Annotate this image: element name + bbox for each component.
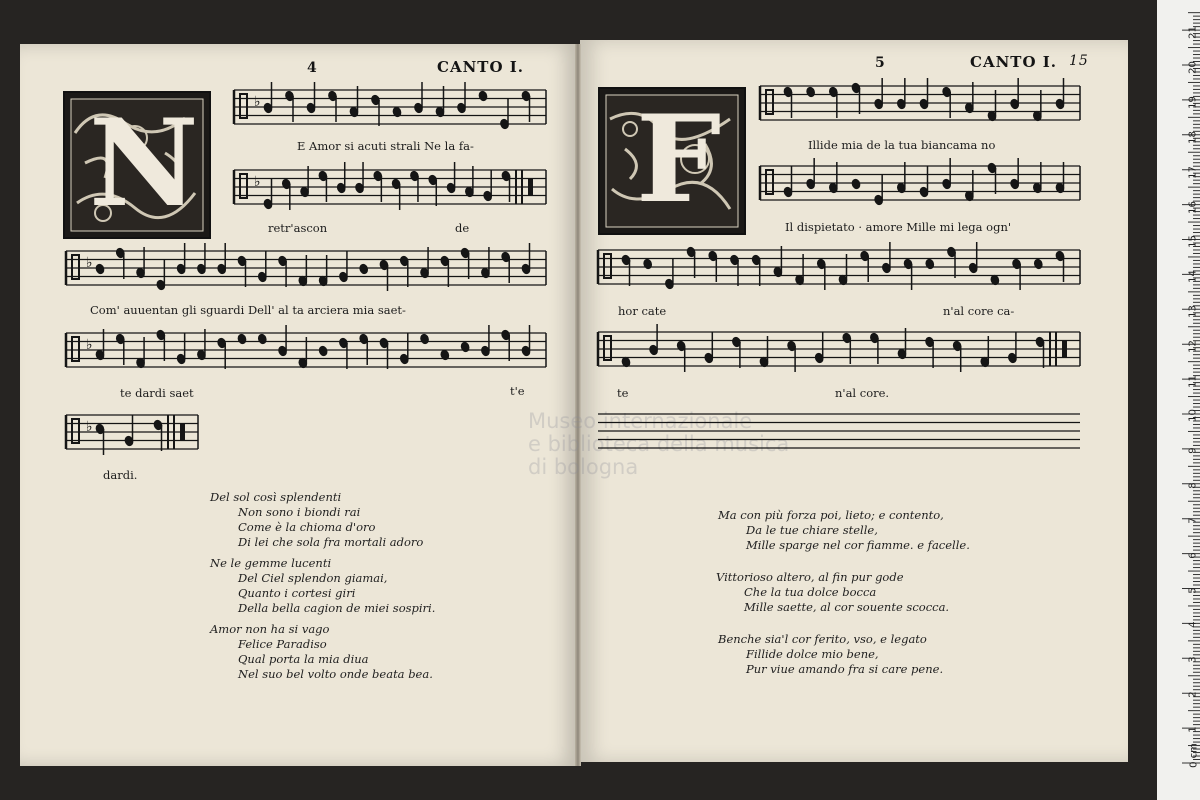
flat-sign: ♭ [86,419,93,435]
poem-line: Amor non ha si vago [210,622,330,636]
ruler-label: 13 [1187,305,1199,318]
right-lyric-line-1: Illide mia de la tua biancama no [808,138,996,152]
ruler-label: 10 [1187,409,1199,422]
clef-mark [604,254,611,278]
poem-line: Mille saette, al cor souente scocca. [744,600,950,614]
flat-sign: ♭ [254,174,261,190]
poem-line: Quanto i cortesi giri [238,586,356,600]
poem-line: Non sono i biondi rai [238,505,361,519]
ruler-label: 5 [1187,587,1199,594]
poem-line: Di lei che sola fra mortali adoro [238,535,424,549]
poem-line: Ne le gemme lucenti [210,556,332,570]
left-lyric-line-4b: t'e [510,384,525,398]
ruler-label: 21 [1187,26,1199,39]
right-lyric-line-3b: n'al core ca- [943,304,1015,318]
left-lyric-line-4a: te dardi saet [120,386,194,400]
ruler-label: 4 [1187,621,1199,628]
clef-mark [240,94,247,118]
note-head [236,333,247,346]
note-head [257,333,268,346]
left-lyric-line-1: E Amor si acuti strali Ne la fa- [297,139,474,153]
left-lyric-line-2a: retr'ascon [268,221,328,235]
note-head [805,86,816,99]
left-page-number: 4 [307,60,318,76]
ruler-label: 16 [1187,201,1199,214]
watermark-line-2: e biblioteca della musica [528,432,790,456]
clef-mark [72,337,79,361]
poem-line: Pur viue amando fra si care pene. [746,662,944,676]
ruler-label: 6 [1187,552,1199,559]
ruler-unit-label: 0 cm [1188,743,1200,768]
right-poem-stanza-1 [718,508,970,553]
note-head [924,258,935,271]
initial-letter-f: F [636,89,722,230]
clef-mark [240,174,247,198]
clef-mark [766,170,773,194]
right-page-header: CANTO I. [970,53,1057,71]
poem-line: Del Ciel splendon giamai, [238,571,388,585]
ruler-label: 14 [1187,270,1199,283]
ruler-label: 1 [1187,726,1199,733]
poem-line: Benche sia'l cor ferito, vso, e legato [718,632,927,646]
right-poem-stanza-3 [718,632,943,677]
right-lyric-line-3a: hor cate [618,304,667,318]
ruler-label: 9 [1187,447,1199,454]
right-lyric-line-2: Il dispietato · amore Mille mi lega ogn' [785,220,1012,234]
note-head [317,345,328,358]
poem-line: Che la tua dolce bocca [744,585,877,599]
poem-line: Come è la chioma d'oro [238,520,376,534]
left-lyric-line-3: Com' auuentan gli sguardi Dell' al ta arciera mia saet- [90,303,406,317]
ruler-label: 17 [1187,166,1199,179]
right-lyric-line-4a: te [617,386,629,400]
note-head [94,263,105,276]
ruler-label: 19 [1187,96,1199,109]
measuring-ruler [1157,0,1200,800]
watermark-line-1: Museo internazionale [528,409,753,433]
note-head [642,258,653,271]
left-lyric-line-5: dardi. [103,468,138,482]
flat-sign: ♭ [254,94,261,110]
watermark-line-3: di bologna [528,455,639,479]
note-head [477,90,488,103]
poem-line: Vittorioso altero, al fin pur gode [716,570,904,584]
ruler-label: 2 [1187,691,1199,698]
right-poem-stanza-2 [716,570,949,615]
poem-line: Da le tue chiare stelle, [746,523,878,537]
left-lyric-line-2b: de [455,221,470,235]
poem-line: Felice Paradiso [238,637,327,651]
initial-letter-n: N [89,93,199,234]
left-poem-stanza-2 [210,556,435,616]
rest-block [180,423,185,440]
ruler-label: 20 [1187,61,1199,74]
note-head [1033,258,1044,271]
poem-line: Del sol così splendenti [210,490,342,504]
note-head [850,178,861,191]
clef-mark [72,419,79,443]
ruler-label: 3 [1187,656,1199,663]
note-head [459,341,470,354]
handwritten-folio-number: 15 [1069,53,1089,69]
flat-sign: ♭ [86,255,93,271]
right-page-number: 5 [875,55,886,71]
left-poem-stanza-1 [210,490,423,550]
note-head [358,263,369,276]
clef-mark [604,336,611,360]
rest-block [528,178,533,195]
ruler-label: 12 [1187,340,1199,353]
poem-line: Qual porta la mia diua [238,652,369,666]
ruler-label: 8 [1187,482,1199,489]
flat-sign: ♭ [86,337,93,353]
left-poem-stanza-3 [210,622,433,682]
poem-line: Mille sparge nel cor fiamme. e facelle. [746,538,970,552]
ruler-ticks [1157,0,1200,800]
clef-mark [72,255,79,279]
ruler-label: 7 [1187,517,1199,524]
ruler-label: 15 [1187,235,1199,248]
clef-mark [766,90,773,114]
rest-block [1062,340,1067,357]
poem-line: Ma con più forza poi, lieto; e contento, [718,508,944,522]
right-lyric-line-4b: n'al core. [835,386,890,400]
poem-line: Fillide dolce mio bene, [746,647,879,661]
ruler-label: 18 [1187,131,1199,144]
poem-line: Della bella cagion de miei sospiri. [238,601,436,615]
poem-line: Nel suo bel volto onde beata bea. [238,667,433,681]
left-page-header: CANTO I. [437,58,524,76]
note-head [419,333,430,346]
ruler-label: 11 [1187,375,1199,388]
